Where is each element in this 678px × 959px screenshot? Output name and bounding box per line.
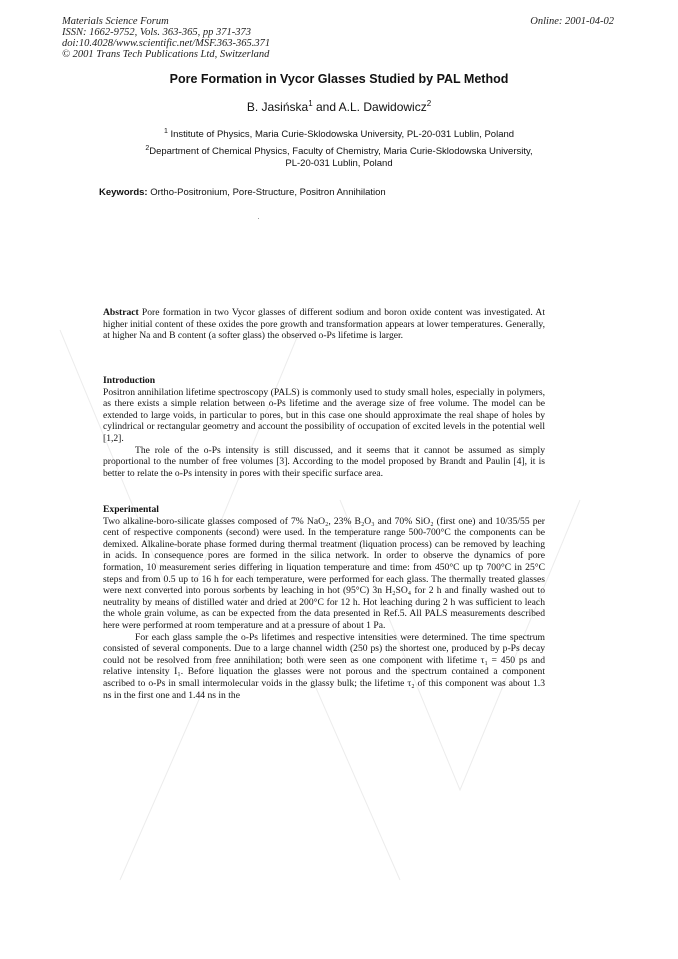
abstract-paragraph [103,307,545,342]
journal-copyright: © 2001 Trans Tech Publications Ltd, Switzerland [62,49,270,60]
abstract-text: Pore formation in two Vycor glasses of different sodium and boron oxide content was investigated. At higher initial content of these oxides the pore growth and transformation appears at lower temperatures. Generally, at higher Na and B content (a softer glass) the observed o-Ps lifetime is larger. [103,307,545,342]
author-separator: and [312,100,339,114]
keywords-text: Ortho-Positronium, Pore-Structure, Positron Annihilation [147,187,386,198]
paper-title: Pore Formation in Vycor Glasses Studied by PAL Method [169,72,509,86]
section-heading: Introduction [103,375,156,386]
affil-marker: 1 [163,128,168,135]
paragraph: For each glass sample the o-Ps lifetimes and respective intensities were determined. The time spectrum consisted of several components. Due to a large channel width (250 ps) the shortest one, produced by p-Ps decay could not be resolved from free annihilation; both were seen as one component with lifetime τ₁ = 450 ps and relative intensity I₁. Before liquation the glasses were not porous and the spectrum contained a component ascribed to o-Ps in small intermolecular voids in the glassy bulk; the lifetime τ₂ of this component was about 1.3 ns in the first one and 1.44 ns in the [103,631,545,701]
author-name: A.L. Dawidowicz [338,100,427,114]
affil-text: PL-20-031 Lublin, Poland [285,158,393,170]
affil-marker: 2 [145,145,150,152]
abstract-label: Abstract [103,307,139,318]
introduction-section [103,375,545,479]
author-affil-marker: 1 [308,99,313,108]
author-list [40,99,638,114]
author-affil-marker: 2 [426,99,432,108]
online-date: Online: 2001-04-02 [530,16,614,27]
journal-issn: ISSN: 1662-9752, Vols. 363-365, pp 371-373 [62,27,251,38]
keywords [99,187,619,198]
keywords-label: Keywords: [99,187,148,198]
paragraph: Positron annihilation lifetime spectroscopy (PALS) is commonly used to study small holes, especially in polymers, as there exists a simple relation between o-Ps lifetime and the average size of free volume. The model can be extended to large voids, in particular to pores, but in this case one should approximate the real shape of holes by cylindrical or rectangular geometry and account the possibility of occupation of excited levels in the potential well [1,2]. [103,386,545,444]
journal-name: Materials Science Forum [62,16,169,27]
paragraph: The role of the o-Ps intensity is still discussed, and it seems that it cannot be assumed as simply proportional to the number of free volumes [3]. According to the model proposed by Brandt and Paulin [4], it is better to relate the o-Ps intensity in pores with their specific surface area. [103,444,545,479]
affil-text: Institute of Physics, Maria Curie-Sklodowska University, PL-20-031 Lublin, Poland [170,129,515,141]
journal-doi: doi:10.4028/www.scientific.net/MSF.363-365.371 [62,38,271,49]
stray-mark [258,218,259,219]
journal-citation [62,16,392,60]
affiliation-1 [60,126,618,141]
author-name: B. Jasińska [246,100,309,114]
experimental-section [103,504,545,701]
abstract-section [103,307,545,342]
affil-text: Department of Chemical Physics, Faculty of Chemistry, Maria Curie-Sklodowska University, [149,146,533,158]
paragraph: Two alkaline-boro-silicate glasses composed of 7% NaO₂, 23% B₂O₃ and 70% SiO₂ (first one) and 10/35/55 per cent of respective components (second) were used. In the temperature range 500-700°C the components can be demixed. Alkaline-borate phase formed during thermal treatment (liquation process) can be removed by leaching in acids. In consequence pores are formed in the silica network. In order to observe the dynamics of pore formation, 10 measurement series differing in liquation temperature and time: from 450°C up tp 700°C in 25°C steps and from 0.5 up to 16 h for each temperature, were performed for each glass. The thermally treated glasses were next converted into porous sorbents by leaching in hot (95°C) 3n H₂SO₄ for 2 h and finally washed out to neutrality by means of distilled water and dried at 200°C for 12 h. Hot leaching during 2 h was sufficient to leach the whole grain volume, as can be expected from the data presented in Ref.5. All PALS measurements described here were performed at room temperature and at a pressure of about 1 Pa. [103,515,545,631]
section-heading: Experimental [103,504,159,515]
affiliation-2 [60,143,618,170]
